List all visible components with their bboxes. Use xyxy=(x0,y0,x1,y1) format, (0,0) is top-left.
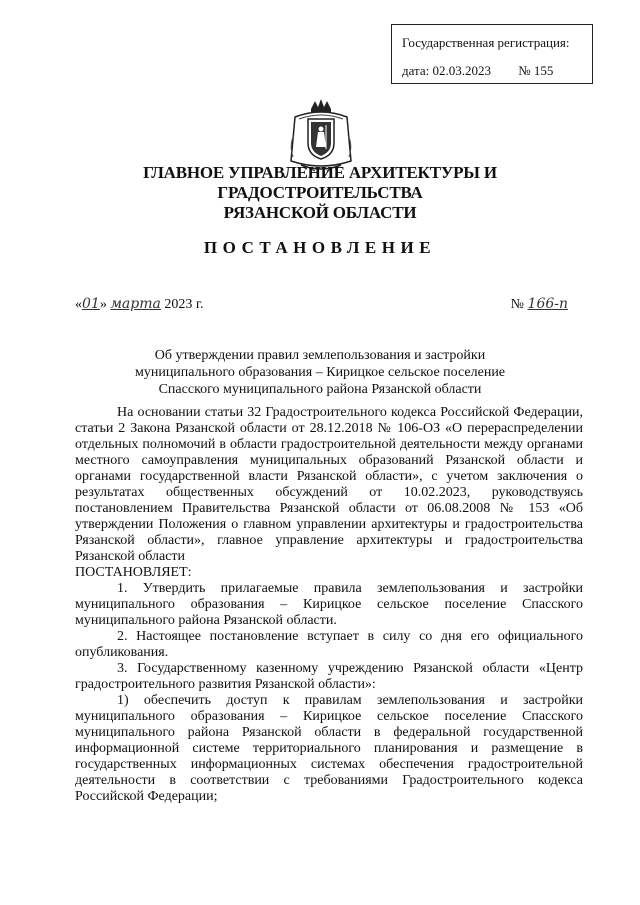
date-open-quote: « xyxy=(75,297,82,312)
document-date xyxy=(75,295,204,314)
preamble-paragraph: На основании статьи 32 Градостроительного кодекса Российской Федерации, статьи 2 Закона Рязанской области от 28.12.2018 № 106-ОЗ «О перераспределении отдельных полномочий в области градостроительной деятельности между органами местного самоуправления муниципальных образований Рязанской области и органами государственной власти Рязанской области», с учетом заключения о результатах общественных обсуждений от 10.02.2023, руководствуясь постановлением Правительства Рязанской области от 06.08.2008 № 153 «Об утверждении Положения о главном управлении архитектуры и градостроительства Рязанской области», главное управление архитектуры и градостроительства Рязанской области xyxy=(75,405,583,564)
date-month: марта xyxy=(110,296,161,312)
registration-stamp xyxy=(391,24,593,84)
date-year: 2023 г. xyxy=(164,297,204,312)
subject-line2: муниципального образования – Кирицкое сельское поселение xyxy=(134,365,506,380)
item-3-paragraph: 3. Государственному казенному учреждению Рязанской области «Центр градостроительного развития Рязанской области»: xyxy=(75,661,583,692)
number-value: 166-п xyxy=(527,296,568,312)
organization-name xyxy=(40,163,600,223)
organization-name-line2: РЯЗАНСКОЙ ОБЛАСТИ xyxy=(223,203,417,222)
item-2-paragraph: 2. Настоящее постановление вступает в силу со дня его официального опубликования. xyxy=(75,629,583,660)
subject-line3: Спасского муниципального района Рязанской области xyxy=(158,382,482,397)
date-close-quote: » xyxy=(99,297,107,312)
document-body xyxy=(75,405,583,805)
document-number xyxy=(511,295,568,314)
resolves-heading: ПОСТАНОВЛЯЕТ: xyxy=(75,565,192,580)
number-prefix: № xyxy=(510,297,525,312)
registration-number: № 155 xyxy=(518,63,554,78)
registration-details xyxy=(402,63,592,79)
registration-label: Государственная регистрация: xyxy=(402,35,570,50)
subject-line1: Об утверждении правил землепользования и застройки xyxy=(154,348,486,363)
organization-name-line1: ГЛАВНОЕ УПРАВЛЕНИЕ АРХИТЕКТУРЫ И ГРАДОСТРОИТЕЛЬСТВА xyxy=(143,163,497,202)
item-1-paragraph: 1. Утвердить прилагаемые правила землепользования и застройки муниципального образования – Кирицкое сельское поселение Спасского муниципального района Рязанской области. xyxy=(75,581,583,628)
registration-date: дата: 02.03.2023 xyxy=(402,63,492,78)
document-subject xyxy=(80,347,560,398)
item-3-1-paragraph: 1) обеспечить доступ к правилам землепользования и застройки муниципального образования – Кирицкое сельское поселение Спасского муниципального района Рязанской области в федеральной государственной информационной системе территориального планирования и размещение в государственных информационных системах обеспечения градостроительной деятельности в соответствии с требованиями Градостроительного кодекса Российской Федерации; xyxy=(75,693,583,804)
date-day: 01 xyxy=(82,296,100,312)
document-type-title: ПОСТАНОВЛЕНИЕ xyxy=(203,238,437,257)
